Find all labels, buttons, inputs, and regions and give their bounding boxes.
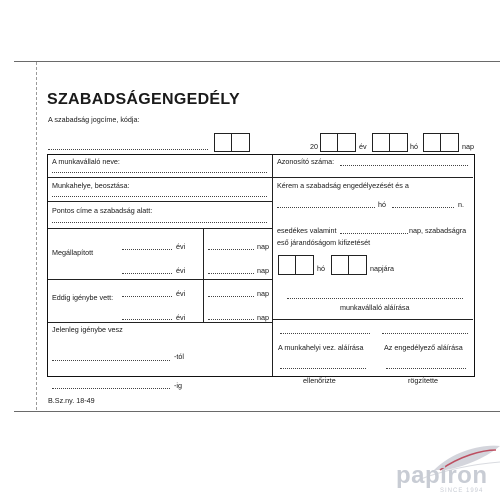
recorded-field[interactable] xyxy=(386,368,466,369)
evi-label: évi xyxy=(176,242,186,251)
form-title: SZABADSÁGENGEDÉLY xyxy=(47,91,240,108)
ig-label: -ig xyxy=(174,381,182,390)
evi-label: évi xyxy=(176,266,186,275)
row-divider xyxy=(273,177,473,178)
payment-ho-label: hó xyxy=(317,264,325,273)
address-label: Pontos címe a szabadság alatt: xyxy=(52,206,153,215)
employee-signature-field[interactable] xyxy=(287,298,463,299)
established-evi-field-1[interactable] xyxy=(122,249,172,250)
manager-line-field[interactable] xyxy=(280,333,370,334)
approver-signature-label: Az engedélyező aláírása xyxy=(384,343,463,352)
nap-label: nap xyxy=(257,242,269,251)
inner-divider xyxy=(203,228,204,322)
row-divider xyxy=(48,322,272,323)
due-days-field[interactable] xyxy=(340,233,408,234)
used-evi-field-2[interactable] xyxy=(122,319,172,320)
form-code: B.Sz.ny. 18-49 xyxy=(48,396,95,405)
employee-name-label: A munkavállaló neve: xyxy=(52,157,120,166)
established-evi-field-2[interactable] xyxy=(122,273,172,274)
request-ho-label: hó xyxy=(378,200,386,209)
day-box-2[interactable] xyxy=(440,133,459,152)
used-so-far-label: Eddig igénybe vett: xyxy=(52,293,114,302)
row-divider xyxy=(48,201,272,202)
employee-signature-label: munkavállaló aláírása xyxy=(340,303,410,312)
request-date-field[interactable] xyxy=(277,207,375,208)
row-divider xyxy=(273,319,473,320)
used-nap-field-1[interactable] xyxy=(208,296,254,297)
year-box-2[interactable] xyxy=(337,133,356,152)
recorded-label: rögzítette xyxy=(408,376,438,385)
id-number-label: Azonosító száma: xyxy=(277,157,335,166)
tol-label: -tól xyxy=(174,352,184,361)
nap-label: nap xyxy=(257,289,269,298)
napjara-label: napjára xyxy=(370,264,394,273)
used-evi-field-1[interactable] xyxy=(122,296,172,297)
workplace-field[interactable] xyxy=(52,196,267,197)
payment-text: eső járandóságom kifizetését xyxy=(277,238,371,247)
day-label: nap xyxy=(462,142,474,151)
year-label: év xyxy=(359,142,367,151)
address-field[interactable] xyxy=(52,222,267,223)
watermark-brand: papiron xyxy=(396,462,488,489)
nap-label: nap xyxy=(257,266,269,275)
watermark-tagline: SINCE 1994 xyxy=(440,488,484,494)
checked-label: ellenőrizte xyxy=(303,376,336,385)
row-divider xyxy=(48,279,272,280)
month-label: hó xyxy=(410,142,418,151)
due-text: esedékes valamint xyxy=(277,226,337,235)
payment-day-box-2[interactable] xyxy=(348,255,367,275)
row-divider xyxy=(48,177,272,178)
nap-label: nap xyxy=(257,313,269,322)
approver-line-field[interactable] xyxy=(382,333,468,334)
used-nap-field-2[interactable] xyxy=(208,319,254,320)
row-divider xyxy=(48,228,272,229)
established-nap-field-1[interactable] xyxy=(208,249,254,250)
month-box-2[interactable] xyxy=(389,133,408,152)
established-nap-field-2[interactable] xyxy=(208,273,254,274)
form-subtitle: A szabadság jogcíme, kódja: xyxy=(48,115,140,124)
request-text: Kérem a szabadság engedélyezését és a xyxy=(277,181,409,190)
year-prefix: 20 xyxy=(310,142,318,151)
code-box-2[interactable] xyxy=(231,133,250,152)
evi-label: évi xyxy=(176,289,186,298)
table-center-divider xyxy=(272,155,273,376)
nap-szabadsagra: nap, szabadságra xyxy=(409,226,467,235)
perforation-line xyxy=(36,62,37,410)
id-number-field[interactable] xyxy=(340,165,468,166)
evi-label: évi xyxy=(176,313,186,322)
checked-field[interactable] xyxy=(280,368,366,369)
workplace-label: Munkahelye, beosztása: xyxy=(52,181,130,190)
manager-signature-label: A munkahelyi vez. aláírása xyxy=(278,343,364,352)
established-label: Megállapított xyxy=(52,248,94,257)
now-taking-label: Jelenleg igénybe vesz xyxy=(52,325,123,334)
request-n-label: n. xyxy=(458,200,464,209)
employee-name-field[interactable] xyxy=(52,172,267,173)
code-field-line[interactable] xyxy=(48,149,208,150)
payment-month-box-2[interactable] xyxy=(295,255,314,275)
request-day-field[interactable] xyxy=(392,207,454,208)
to-date-field[interactable] xyxy=(52,388,170,389)
from-date-field[interactable] xyxy=(52,360,170,361)
